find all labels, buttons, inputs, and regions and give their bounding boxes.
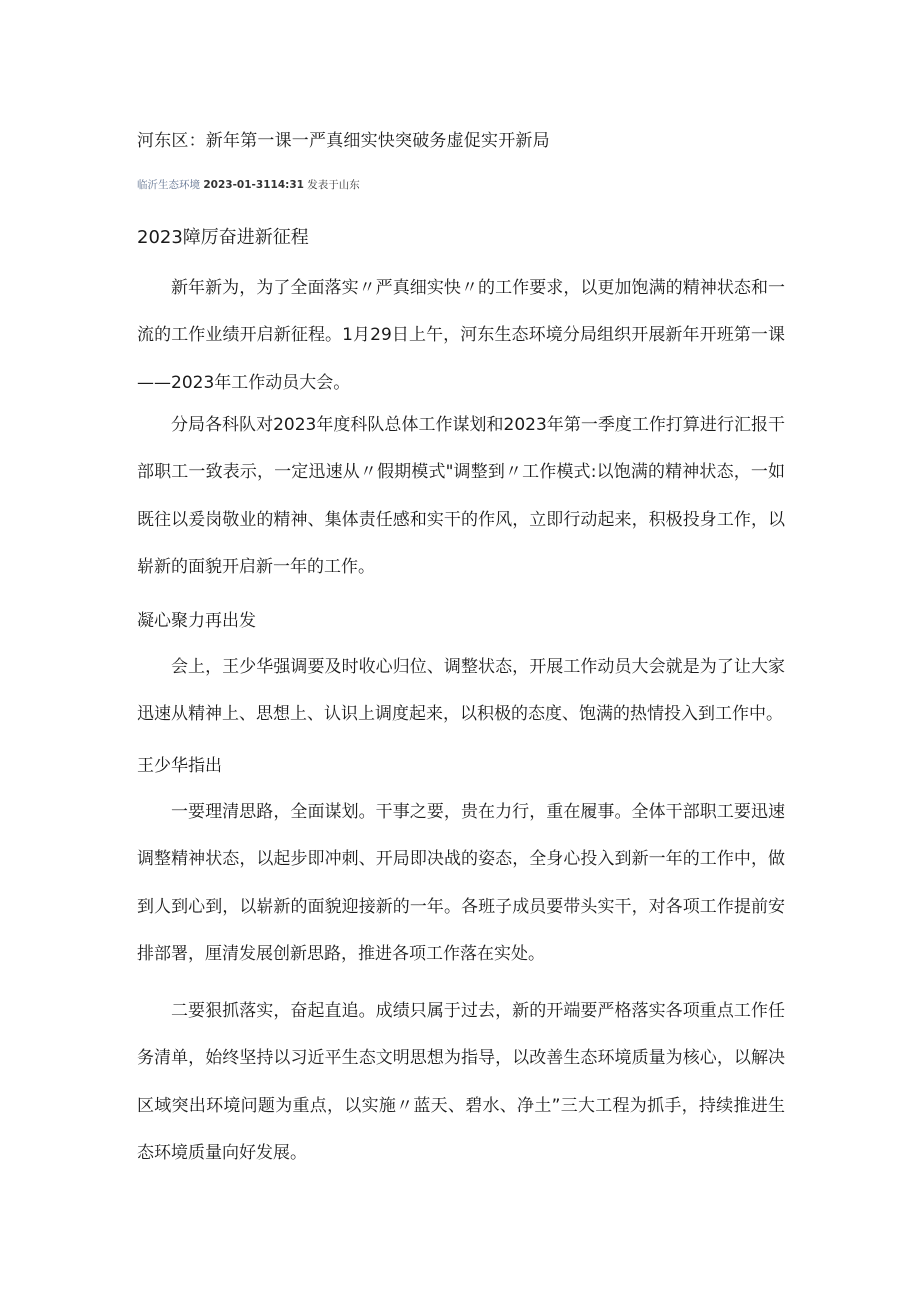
subheading-1: 凝心聚力再出发 [137,611,256,631]
paragraph-1: 新年新为，为了全面落实〃严真细实快〃的工作要求，以更加饱满的精神状态和一流的工作业绩开启新征程。1月29日上午，河东生态环境分局组织开展新年开班第一课——2023年工作动员大会。 [137,278,785,393]
subheading-2: 王少华指出 [137,756,222,776]
section-heading: 2023障厉奋进新征程 [137,227,309,248]
paragraph-3: 会上，王少华强调要及时收心归位、调整状态，开展工作动员大会就是为了让大家迅速从精神上、思想上、认识上调度起来，以积极的态度、饱满的热情投入到工作中。 [137,657,785,725]
article-source[interactable]: 临沂生态环境 [137,179,200,191]
paragraph-2: 分局各科队对2023年度科队总体工作谋划和2023年第一季度工作打算进行汇报干部职工一致表示，一定迅速从〃假期模式"调整到〃工作模式:以饱满的精神状态，一如既往以爰岗敬业的精神、集体责任感和实干的作风，立即行动起来，积极投身工作，以崭新的面貌开启新一年的工作。 [137,415,785,577]
article-meta [137,177,360,192]
article-title: 河东区：新年第一课一严真细实快突破务虚促实开新局 [137,131,550,151]
paragraph-4: 一要理清思路，全面谋划。干事之要，贵在力行，重在履事。全体干部职工要迅速调整精神状态，以起步即冲刺、开局即决战的姿态，全身心投入到新一年的工作中，做到人到心到，以崭新的面貌迎接新的一年。各班子成员要带头实干，对各项工作提前安排部署，厘清发展创新思路，推进各项工作落在实处。 [137,802,785,964]
article-location: 发表于山东 [307,179,360,191]
article-time: 2023-01-3114:31 [203,179,304,191]
paragraph-5: 二要狠抓落实，奋起直追。成绩只属于过去，新的开端要严格落实各项重点工作任务清单，始终坚持以习近平生态文明思想为指导，以改善生态环境质量为核心，以解决区域突出环境问题为重点，以实施〃蓝天、碧水、净土”三大工程为抓手，持续推进生态环境质量向好发展。 [137,1001,785,1163]
